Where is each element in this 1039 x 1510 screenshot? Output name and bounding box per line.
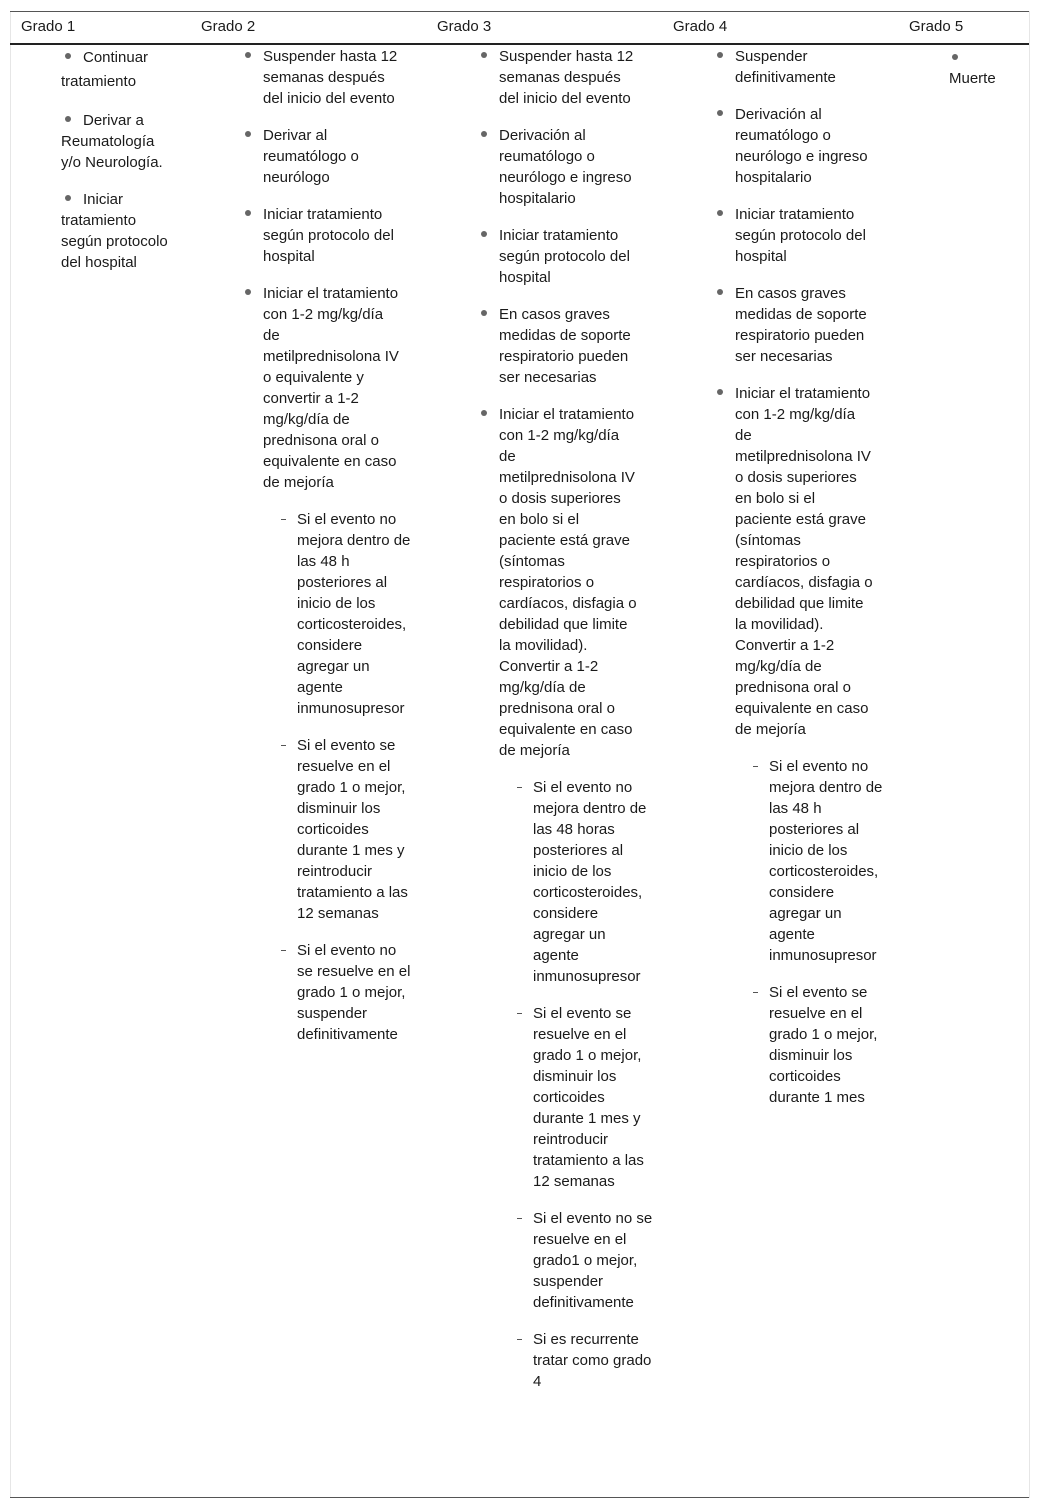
bullet-icon [481, 310, 487, 316]
list-item-text: En casos graves medidas de soporte respiratorio pueden ser necesarias [499, 306, 631, 386]
list-item-text: Suspender definitivamente [735, 48, 836, 86]
list-item [61, 189, 171, 273]
list-item-text: En casos graves medidas de soporte respiratorio pueden ser necesarias [735, 285, 867, 365]
list-item-text: Iniciar tratamiento según protocolo del hospital [735, 206, 866, 265]
list-item-text: Suspender hasta 12 semanas después del inicio del evento [263, 48, 398, 107]
cell-grado-4 [713, 46, 883, 1124]
sub-list-item-text: Si el evento se resuelve en el grado 1 o mejor, disminuir los corticoides durante 1 mes y reintroducir tratamiento a las 12 semanas [533, 1005, 644, 1190]
dash-icon [517, 787, 522, 788]
list-item [713, 46, 873, 88]
sub-list-item [281, 735, 415, 924]
header-grado-5: Grado 5 [909, 18, 964, 35]
sub-list-item-text: Si el evento no mejora dentro de las 48 h posteriores al inicio de los corticosteroides, considere agregar un agente inmunosupresor [769, 758, 883, 964]
bullet-icon [717, 52, 723, 58]
list-item [241, 283, 399, 493]
bullet-icon [481, 231, 487, 237]
list-item-text: Iniciar tratamiento según protocolo del hospital [61, 191, 168, 271]
sub-list-item-text: Si el evento no mejora dentro de las 48 h posteriores al inicio de los corticosteroides, considere agregar un agente inmunosupresor [297, 511, 411, 717]
sub-list-item-text: Si es recurrente tratar como grado 4 [533, 1331, 652, 1390]
bullet-icon [65, 53, 71, 59]
header-grado-1: Grado 1 [21, 18, 76, 35]
list-item [477, 404, 637, 761]
bullet-icon [481, 52, 487, 58]
list-item [713, 283, 873, 367]
list-item [241, 204, 399, 267]
header-grado-2: Grado 2 [201, 18, 256, 35]
list-item [61, 110, 171, 173]
sub-list-item [517, 1003, 653, 1192]
sub-list-item-text: Si el evento no se resuelve en el grado 1 o mejor, suspender definitivamente [297, 942, 411, 1043]
sub-list-item-text: Si el evento se resuelve en el grado 1 o mejor, disminuir los corticoides durante 1 mes y reintroducir tratamiento a las 12 semanas [297, 737, 408, 922]
bullet-icon [245, 289, 251, 295]
list-item-text: Continuar tratamiento [61, 49, 149, 90]
list-item-text: Suspender hasta 12 semanas después del inicio del evento [499, 48, 634, 107]
list-item [477, 46, 637, 109]
bullet-icon [245, 52, 251, 58]
list-item [713, 204, 873, 267]
list-item [477, 304, 637, 388]
bullet-icon [717, 110, 723, 116]
list-item-text: Iniciar el tratamiento con 1-2 mg/kg/día de metilprednisolona IV o dosis superiores en bolo si el paciente está grave (síntomas respiratorios o cardíacos, disfagia o debilidad que limite la movilidad). Convertir a 1-2 mg/kg/día de prednisona oral o equivalente en caso de mejoría [735, 385, 873, 738]
header-rule [10, 43, 1029, 45]
dash-icon [753, 766, 758, 767]
bullet-icon [245, 131, 251, 137]
list-item [477, 125, 637, 209]
sub-list-item [517, 1208, 653, 1313]
sub-list-item [281, 940, 415, 1045]
dash-icon [281, 519, 286, 520]
sub-list-item [517, 777, 653, 987]
list-item [61, 46, 171, 94]
list-item [241, 46, 399, 109]
sub-list-item [753, 982, 889, 1108]
bullet-icon [65, 116, 71, 122]
bullet-icon [65, 195, 71, 201]
header-grado-4: Grado 4 [673, 18, 728, 35]
list-item [477, 225, 637, 288]
dash-icon [517, 1339, 522, 1340]
list-item [949, 54, 1019, 89]
dash-icon [753, 992, 758, 993]
cell-grado-2 [241, 46, 411, 1061]
list-item-text: Iniciar tratamiento según protocolo del hospital [263, 206, 394, 265]
list-item-text: Iniciar el tratamiento con 1-2 mg/kg/día de metilprednisolona IV o dosis superiores en bolo si el paciente está grave (síntomas respiratorios o cardíacos, disfagia o debilidad que limite la movilidad). Convertir a 1-2 mg/kg/día de prednisona oral o equivalente en caso de mejoría [499, 406, 637, 759]
sub-list-item [753, 756, 889, 966]
table-top-rule [10, 11, 1029, 12]
cell-grado-3 [477, 46, 653, 1408]
list-item-text: Iniciar tratamiento según protocolo del hospital [499, 227, 630, 286]
dash-icon [517, 1218, 522, 1219]
dash-icon [517, 1013, 522, 1014]
bullet-icon [481, 410, 487, 416]
bullet-icon [717, 210, 723, 216]
list-item-text: Derivar al reumatólogo o neurólogo [263, 127, 359, 186]
list-item-text: Derivar a Reumatología y/o Neurología. [61, 112, 163, 171]
bullet-icon [481, 131, 487, 137]
cell-grado-1 [61, 46, 171, 289]
sub-list-item [517, 1329, 653, 1392]
list-item [713, 104, 873, 188]
bullet-icon [717, 389, 723, 395]
list-item [713, 383, 873, 740]
header-grado-3: Grado 3 [437, 18, 492, 35]
sub-list-item-text: Si el evento no mejora dentro de las 48 horas posteriores al inicio de los corticosteroides, considere agregar un agente inmunosupresor [533, 779, 647, 985]
sub-list-item [281, 509, 415, 719]
bullet-icon [245, 210, 251, 216]
sub-list-item-text: Si el evento no se resuelve en el grado1 o mejor, suspender definitivamente [533, 1210, 653, 1311]
bullet-icon [717, 289, 723, 295]
bullet-icon [952, 54, 958, 60]
list-item-text: Derivación al reumatólogo o neurólogo e ingreso hospitalario [735, 106, 868, 186]
dash-icon [281, 745, 286, 746]
sub-list-item-text: Si el evento se resuelve en el grado 1 o mejor, disminuir los corticoides durante 1 mes [769, 984, 878, 1106]
list-item-text: Derivación al reumatólogo o neurólogo e ingreso hospitalario [499, 127, 632, 207]
dash-icon [281, 950, 286, 951]
list-item-text: Muerte [949, 70, 996, 87]
list-item-text: Iniciar el tratamiento con 1-2 mg/kg/día de metilprednisolona IV o equivalente y convertir a 1-2 mg/kg/día de prednisona oral o equivalente en caso de mejoría [263, 285, 399, 491]
table-bottom-rule [10, 1497, 1029, 1498]
list-item [241, 125, 399, 188]
cell-grado-5 [949, 46, 1019, 105]
